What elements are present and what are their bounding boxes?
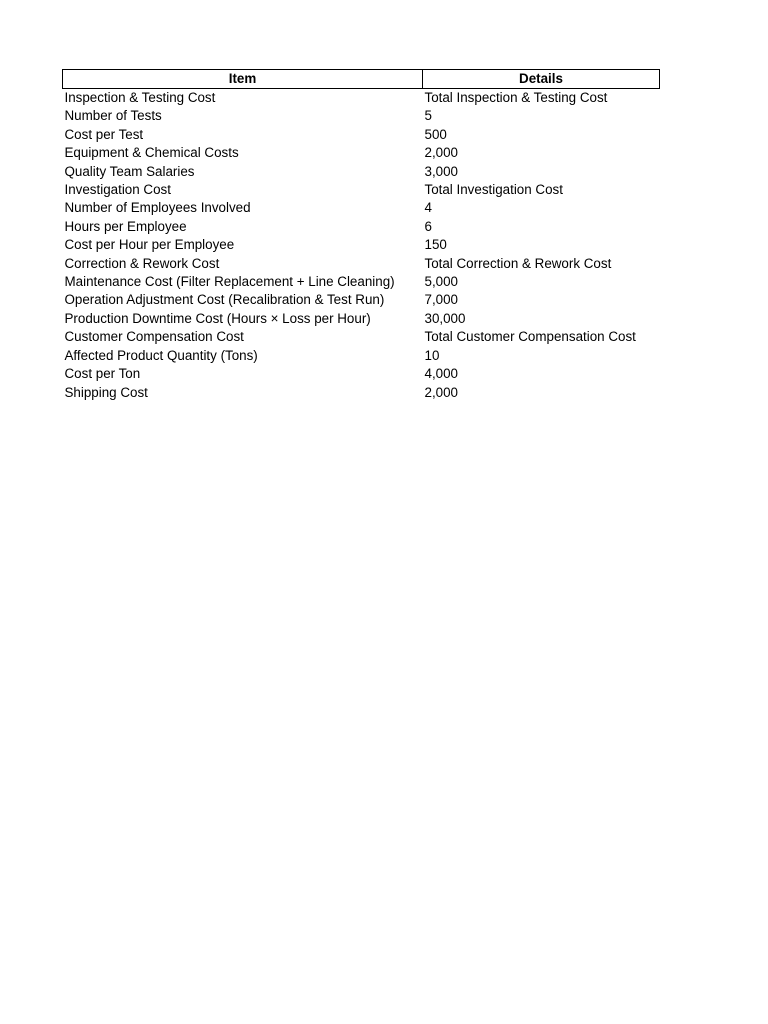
row-details: Total Investigation Cost [424,182,563,198]
row-item: Maintenance Cost (Filter Replacement + Line Cleaning) [64,274,395,290]
row-details: Total Customer Compensation Cost [424,329,636,345]
row-details: 6 [424,218,432,234]
table-row [63,89,660,108]
table-row [63,255,660,273]
table-row [63,365,660,383]
table-row [63,328,660,346]
row-details: 5,000 [424,274,459,290]
table-row [63,144,660,162]
table-row [63,163,660,181]
row-details: 7,000 [424,292,459,308]
header-item: Item [63,70,423,89]
row-details: 30,000 [424,310,466,326]
row-details: 2,000 [424,145,459,161]
row-item: Affected Product Quantity (Tons) [64,347,258,363]
row-item: Inspection & Testing Cost [64,90,216,105]
row-details: 2,000 [424,384,459,400]
header-details: Details [423,70,660,89]
row-details: 4 [424,200,432,216]
row-details: 150 [424,237,447,253]
row-item: Cost per Ton [64,366,141,382]
table-row [63,107,660,125]
row-details: 10 [424,347,440,363]
table-row [63,218,660,236]
table-row [63,236,660,254]
header-row [63,70,660,89]
table-row [63,384,660,402]
table-row [63,199,660,217]
row-item: Cost per Hour per Employee [64,237,235,253]
row-details: Total Inspection & Testing Cost [424,90,608,105]
row-item: Hours per Employee [64,218,187,234]
table-row [63,310,660,328]
row-item: Number of Employees Involved [64,200,251,216]
table-header [63,70,660,89]
row-details: 3,000 [424,163,459,179]
row-item: Cost per Test [64,126,144,142]
row-item: Operation Adjustment Cost (Recalibration & Test Run) [64,292,385,308]
row-item: Quality Team Salaries [64,163,195,179]
table-row [63,291,660,309]
row-details: 5 [424,108,432,124]
table-row [63,347,660,365]
row-item: Investigation Cost [64,182,171,198]
row-item: Customer Compensation Cost [64,329,244,345]
table-body [63,89,660,402]
row-item: Shipping Cost [64,384,148,400]
table-row [63,126,660,144]
row-item: Number of Tests [64,108,162,124]
table-row [63,273,660,291]
row-item: Production Downtime Cost (Hours × Loss per Hour) [64,310,371,326]
table-row [63,181,660,199]
row-details: 4,000 [424,366,459,382]
row-details: Total Correction & Rework Cost [424,255,612,271]
cost-table [62,69,660,402]
row-item: Equipment & Chemical Costs [64,145,239,161]
row-item: Correction & Rework Cost [64,255,220,271]
row-details: 500 [424,126,447,142]
